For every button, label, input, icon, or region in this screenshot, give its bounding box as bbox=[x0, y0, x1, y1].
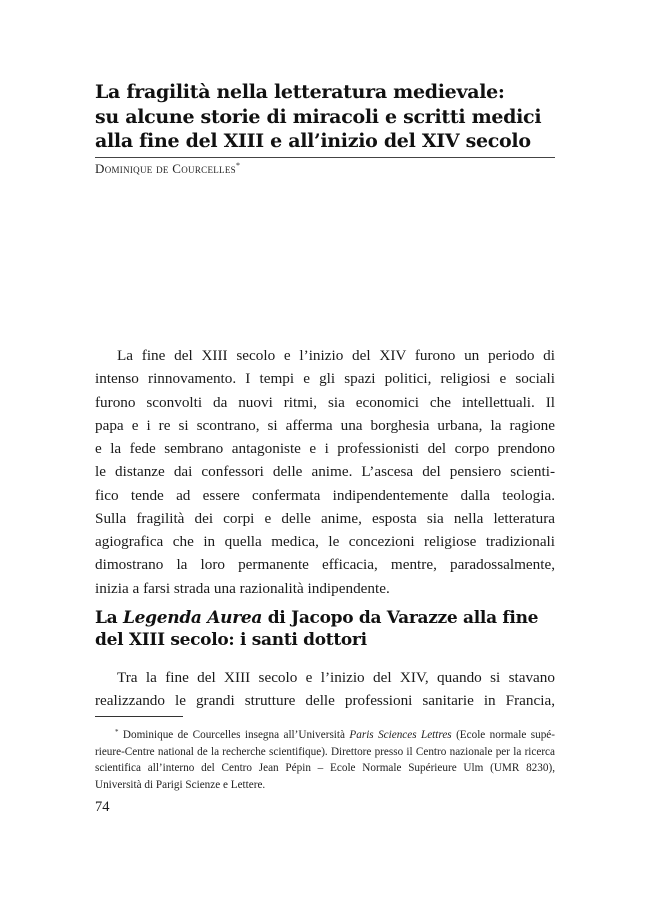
footnote-marker: * bbox=[115, 728, 119, 736]
section-heading-text: del XIII secolo: i santi dottori bbox=[95, 630, 367, 650]
section-heading bbox=[95, 607, 555, 651]
section-heading-text: La bbox=[95, 608, 123, 628]
chapter-header bbox=[95, 80, 555, 177]
footnote-italic: Paris Sciences Lettres bbox=[349, 729, 452, 741]
text-line: le distanze dai confessori delle anime. L’ascesa del pensiero scienti- bbox=[95, 463, 555, 481]
author-name: Dominique de Courcelles bbox=[95, 160, 236, 176]
chapter-title bbox=[95, 80, 555, 154]
page-number: 74 bbox=[95, 799, 110, 815]
footnote-text: (Ecole normale supérieure-Centre national de la recherche scientifique). Direttore presso il Centro nazionale per la ricerca scientifica all’interno del Centro Jean Pépin – Ecole Normale Supérieure Ulm (UMR 8230), Università di Parigi Scienze e Lettere. bbox=[95, 729, 555, 791]
text-line: dimostrano la loro permanente efficacia, mentre, paradossalmente, bbox=[95, 556, 555, 574]
chapter-title-line: La fragilità nella letteratura medievale: bbox=[95, 81, 505, 103]
body-paragraph bbox=[95, 344, 555, 600]
text-line: realizzando le grandi strutture delle professioni sanitarie in Francia, bbox=[95, 692, 555, 710]
text-line: La fine del XIII secolo e l’inizio del XIV furono un periodo di bbox=[117, 347, 555, 364]
footnote-rule bbox=[95, 716, 183, 717]
text-line: Tra la fine del XIII secolo e l’inizio del XIV, quando si stavano bbox=[117, 669, 555, 686]
author-footnote-marker[interactable]: * bbox=[235, 160, 241, 170]
text-line: e la fede sembrano antagoniste e i professionisti del corpo prendono bbox=[95, 440, 555, 457]
text-line: intenso rinnovamento. I tempi e gli spazi politici, religiosi e sociali bbox=[95, 370, 555, 388]
title-rule bbox=[95, 157, 555, 158]
chapter-title-line: su alcune storie di miracoli e scritti medici bbox=[95, 105, 542, 128]
text-line: agiografica che in quella medica, le concezioni religiose tradizionali bbox=[95, 533, 555, 550]
text-line: Sulla fragilità dei corpi e delle anime, esposta sia nella letteratura bbox=[95, 509, 555, 527]
text-line: inizia a farsi strada una razionalità indipendente. bbox=[95, 579, 390, 597]
text-line: papa e i re si scontrano, si afferma una borghesia urbana, la ragione bbox=[95, 416, 555, 434]
footnote bbox=[95, 724, 555, 793]
text-line: fico tende ad essere confermata indipendentemente dalla teologia. bbox=[95, 486, 555, 504]
author-line bbox=[95, 161, 555, 177]
footnote-text: Dominique de Courcelles insegna all’Università bbox=[118, 729, 350, 741]
section-paragraph bbox=[95, 666, 555, 713]
section-heading-text: di Jacopo da Varazze alla fine bbox=[262, 608, 539, 628]
section-heading-italic: Legenda Aurea bbox=[123, 608, 263, 628]
text-line: furono sconvolti da nuovi ritmi, sia economici che intellettuali. Il bbox=[95, 393, 555, 411]
chapter-title-line: alla fine del XIII e all’inizio del XIV secolo bbox=[95, 130, 531, 152]
